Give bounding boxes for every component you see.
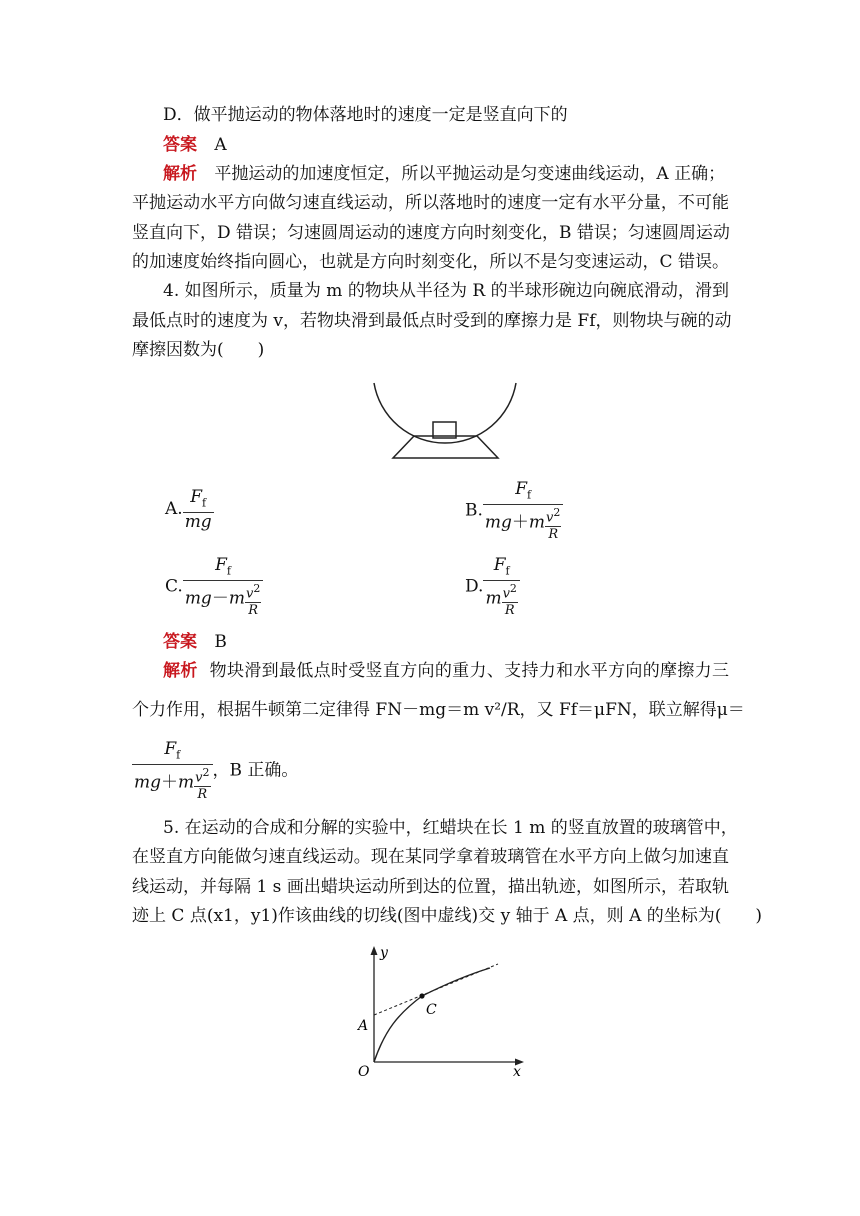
- y-axis-arrow: [371, 946, 378, 955]
- q4-answer: [163, 632, 227, 652]
- option-a-label: A.: [165, 499, 183, 520]
- q3-analysis-line-1: [163, 164, 729, 184]
- option-b-label: B.: [465, 500, 483, 521]
- q5-line-3: 线运动，并每隔 1 s 画出蜡块运动所到达的位置，描出轨迹，如图所示，若取轨: [132, 877, 729, 897]
- q4-option-d: [465, 556, 520, 618]
- label-y: y: [380, 945, 388, 961]
- option-c-label: C.: [165, 576, 183, 597]
- fraction-d: $F_f$ m $\frac{v^2}{R}$: [483, 556, 519, 618]
- answer-value: A: [214, 135, 227, 155]
- fraction-c: $F_f$ mg－m $\frac{v^2}{R}$: [183, 556, 264, 618]
- fraction-a: $\frac{F_f}{mg}$: [184, 487, 212, 533]
- q4-analysis-line-2: 个力作用，根据牛顿第二定律得 FN－mg＝m v²/R，又 Ff＝μFN，联立解得μ＝: [132, 700, 745, 720]
- q4-analysis-line-3: [132, 740, 298, 802]
- answer-value: B: [214, 632, 227, 652]
- analysis-text: 平抛运动的加速度恒定，所以平抛运动是匀变速曲线运动，A 正确；: [214, 164, 726, 184]
- analysis-text: 物块滑到最低点时受竖直方向的重力、支持力和水平方向的摩擦力三: [209, 661, 730, 681]
- q4-stem-line-2: 最低点时的速度为 v，若物块滑到最低点时受到的摩擦力是 Ff，则物块与碗的动: [132, 311, 732, 331]
- analysis-line-3-text: ，B 正确。: [212, 760, 299, 781]
- bowl-stand: [393, 436, 498, 458]
- q3-answer: [163, 135, 227, 155]
- label-a: A: [358, 1018, 369, 1034]
- q4-stem-line-1: 4. 如图所示，质量为 m 的物块从半径为 R 的半球形碗边向碗底滑动，滑到: [163, 281, 729, 301]
- q3-analysis-line-4: 的加速度始终指向圆心，也就是方向时刻变化，所以不是匀变速运动，C 错误。: [132, 252, 729, 272]
- answer-label: 答案: [163, 135, 197, 155]
- point-c: [419, 993, 424, 998]
- q3-analysis-line-2: 平抛运动水平方向做匀速直线运动，所以落地时的速度一定有水平分量，不可能: [132, 193, 729, 213]
- trajectory-figure: [350, 942, 535, 1082]
- q5-line-2: 在竖直方向能做匀速直线运动。现在某同学拿着玻璃管在水平方向上做匀加速直: [132, 847, 729, 867]
- fraction-b: $F_f$ mg＋m $\frac{v^2}{R}$: [483, 480, 564, 542]
- analysis-label: 解析: [163, 661, 198, 681]
- option-d-label: D.: [465, 576, 484, 597]
- q4-stem-line-3: 摩擦因数为( ): [132, 340, 265, 360]
- analysis-label: 解析: [163, 164, 197, 184]
- q5-line-1: 5. 在运动的合成和分解的实验中，红蜡块在长 1 m 的竖直放置的玻璃管中，: [163, 818, 738, 838]
- q4-option-c: [165, 556, 263, 618]
- q4-option-b: [465, 480, 563, 542]
- q3-option-d: D．做平抛运动的物体落地时的速度一定是竖直向下的: [163, 105, 568, 125]
- q3-analysis-line-3: 竖直向下，D 错误；匀速圆周运动的速度方向时刻变化，B 错误；匀速圆周运动: [132, 223, 730, 243]
- label-c: C: [426, 1002, 437, 1018]
- fraction-mu: $F_f$ mg＋m $\frac{v^2}{R}$: [132, 740, 213, 802]
- label-x: x: [513, 1064, 521, 1080]
- q4-option-a: [165, 488, 214, 531]
- q5-line-4: 迹上 C 点(x1，y1)作该曲线的切线(图中虚线)交 y 轴于 A 点，则 A 的坐标为( ): [132, 906, 763, 926]
- q4-analysis-line-1: [163, 661, 729, 681]
- label-origin: O: [358, 1064, 370, 1080]
- bowl-figure: [370, 380, 520, 462]
- answer-label: 答案: [163, 632, 197, 652]
